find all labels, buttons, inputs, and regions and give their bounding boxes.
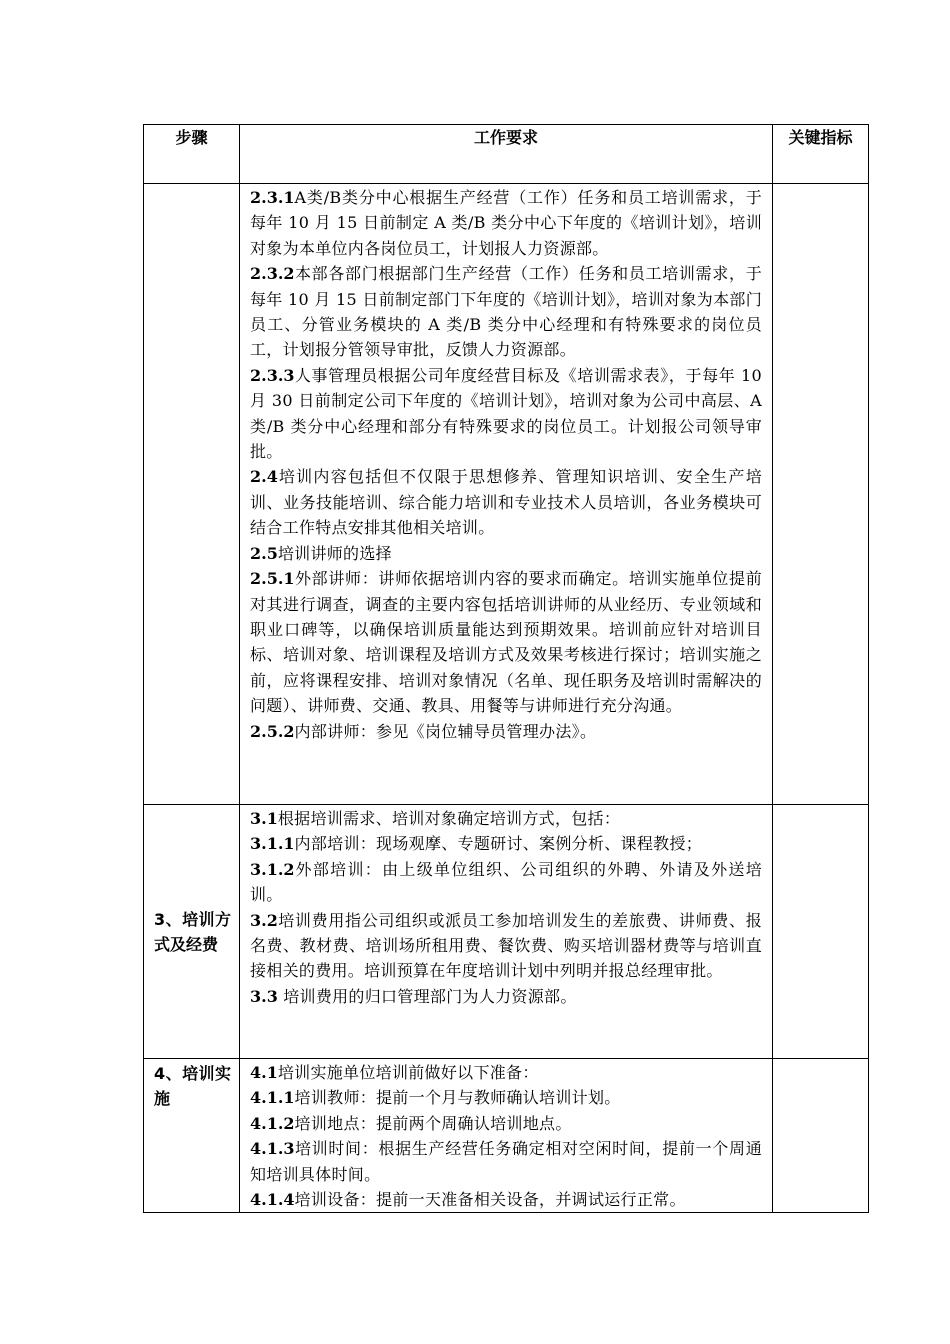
step-cell <box>144 184 240 805</box>
requirement-paragraph <box>250 908 762 984</box>
clause-number: 4.1 <box>250 1063 278 1082</box>
clause-number: 2.5.1 <box>250 569 295 589</box>
clause-text: 人事管理员根据公司年度经营目标及《培训需求表》，于每年 10 月 30 日前制定公司下年度的《培训计划》，培训对象为公司中高层、A 类/B 类分中心经理和部分有特殊要求的岗位员工。计划报公司领导审批。 <box>250 365 762 462</box>
kpi-cell <box>773 184 869 805</box>
clause-number: 2.3.3 <box>250 365 295 385</box>
clause-text: 培训设备：提前一天准备相关设备，并调试运行正常。 <box>294 1190 686 1210</box>
requirements-cell <box>240 805 773 1059</box>
table-row <box>144 805 869 1059</box>
clause-text: 根据培训需求、培训对象确定培训方式，包括： <box>277 809 621 828</box>
kpi-cell <box>773 1059 869 1213</box>
clause-number: 2.5 <box>250 543 278 563</box>
clause-text: 培训教师：提前一个月与教师确认培训计划。 <box>294 1088 621 1108</box>
requirement-paragraph <box>250 1060 762 1085</box>
clause-number: 2.3.1 <box>250 188 295 207</box>
requirement-paragraph <box>250 1136 762 1187</box>
clause-text: 内部讲师：参见《岗位辅导员管理办法》。 <box>294 721 597 741</box>
step-cell: 4、培训实施 <box>144 1059 240 1213</box>
requirement-paragraph <box>250 185 762 261</box>
header-kpi: 关键指标 <box>773 125 869 184</box>
clause-text: 培训费用指公司组织或派员工参加培训发生的差旅费、讲师费、报名费、教材费、培训场所租用费、餐饮费、购买培训器材费等与培训直接相关的费用。培训预算在年度培训计划中列明并报总经理审批。 <box>250 910 762 981</box>
clause-text: 培训地点：提前两个周确认培训地点。 <box>294 1113 572 1133</box>
clause-number: 2.3.2 <box>250 264 295 284</box>
clause-text: 外部培训：由上级单位组织、公司组织的外聘、外请及外送培训。 <box>250 859 762 905</box>
clause-number: 2.4 <box>250 467 278 487</box>
clause-number: 4.1.4 <box>250 1190 295 1210</box>
clause-number: 2.5.2 <box>250 721 295 741</box>
requirement-paragraph <box>250 831 762 856</box>
header-step: 步骤 <box>144 125 240 184</box>
clause-text: A类/B类分中心根据生产经营（工作）任务和员工培训需求，于每年 10 月 15 日前制定 A 类/B 类分中心下年度的《培训计划》，培训对象为本单位内各岗位员工，计划报人力资源部。 <box>250 188 762 258</box>
requirement-paragraph <box>250 984 762 1009</box>
clause-text: 培训实施单位培训前做好以下准备： <box>277 1063 539 1082</box>
header-requirements: 工作要求 <box>240 125 773 184</box>
clause-number: 3.1 <box>250 809 278 828</box>
table-row <box>144 1059 869 1213</box>
clause-number: 4.1.1 <box>250 1088 295 1108</box>
requirement-paragraph <box>250 363 762 465</box>
work-requirements-table <box>143 124 869 1213</box>
clause-number: 3.1.2 <box>250 859 295 879</box>
requirement-paragraph <box>250 541 762 566</box>
clause-number: 3.1.1 <box>250 834 295 854</box>
clause-number: 4.1.3 <box>250 1139 295 1159</box>
requirement-paragraph <box>250 1111 762 1136</box>
kpi-cell <box>773 805 869 1059</box>
requirement-paragraph <box>250 857 762 908</box>
clause-number: 3.3 <box>250 986 278 1006</box>
clause-text: 培训费用的归口管理部门为人力资源部。 <box>277 986 577 1006</box>
requirement-paragraph <box>250 1187 762 1212</box>
clause-text: 外部讲师：讲师依据培训内容的要求而确定。培训实施单位提前对其进行调查，调查的主要内容包括培训讲师的从业经历、专业领域和职业口碑等，以确保培训质量能达到预期效果。培训前应针对培训目标、培训对象、培训课程及培训方式及效果考核进行探讨；培训实施之前，应将课程安排、培训对象情况（名单、现任职务及培训时需解决的问题）、讲师费、交通、教具、用餐等与讲师进行充分沟通。 <box>250 569 762 716</box>
clause-text: 内部培训：现场观摩、专题研讨、案例分析、课程教授； <box>294 834 703 854</box>
step-cell: 3、培训方式及经费 <box>144 805 240 1059</box>
requirements-cell <box>240 1059 773 1213</box>
clause-text: 培训讲师的选择 <box>277 543 392 563</box>
clause-text: 培训时间：根据生产经营任务确定相对空闲时间，提前一个周通知培训具体时间。 <box>250 1139 762 1184</box>
requirement-paragraph <box>250 464 762 540</box>
requirements-cell <box>240 184 773 805</box>
clause-text: 本部各部门根据部门生产经营（工作）任务和员工培训需求，于每年 10 月 15 日前制定部门下年度的《培训计划》，培训对象为本部门员工、分管业务模块的 A 类/B 类分中心经理和有特殊要求的岗位员工，计划报分管领导审批，反馈人力资源部。 <box>250 264 762 360</box>
requirement-paragraph <box>250 566 762 718</box>
table-row <box>144 184 869 805</box>
requirement-paragraph <box>250 261 762 363</box>
requirement-paragraph <box>250 806 762 831</box>
table-header-row <box>144 125 869 184</box>
clause-text: 培训内容包括但不仅限于思想修养、管理知识培训、安全生产培训、业务技能培训、综合能力培训和专业技术人员培训，各业务模块可结合工作特点安排其他相关培训。 <box>250 467 762 538</box>
requirement-paragraph <box>250 719 762 744</box>
clause-number: 4.1.2 <box>250 1113 295 1133</box>
clause-number: 3.2 <box>250 910 278 930</box>
requirement-paragraph <box>250 1085 762 1110</box>
